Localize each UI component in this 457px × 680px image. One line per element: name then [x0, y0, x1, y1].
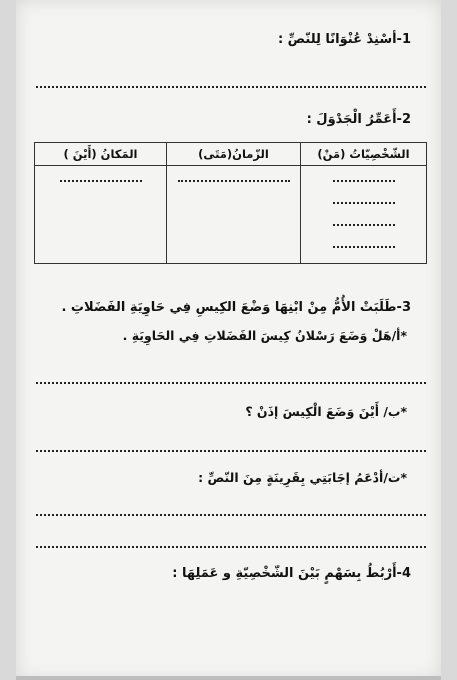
question-3: 3-طَلَبَتْ الأُمُّ مِنْ ابْنِهَا وَضْعَ الكِيسِ فِي حَاوِيَةِ الفَضَلاتِ .: [61, 300, 411, 315]
table-header-characters: الشّخْصِيّاتُ (مَنْ): [301, 143, 427, 166]
question-3-c: *ت/أدْعَمُ إجَابَتِي بِقَرِينَةٍ مِنَ النّصِّ :: [198, 470, 407, 485]
table-cell-time[interactable]: [167, 166, 301, 264]
question-3-b: *ب/ أَيْنَ وَضَعَ الْكِيسَ إذَنْ ؟: [245, 404, 407, 419]
table-cell-characters[interactable]: [301, 166, 427, 264]
answer-line-q3-a[interactable]: [36, 382, 426, 384]
answer-line-q3-c-1[interactable]: [36, 514, 426, 516]
question-3-a: *أ/هَلْ وَضَعَ رَسْلانُ كِيسَ الفَضَلاتِ فِي الحَاوِيَةِ .: [122, 328, 407, 343]
question-2: 2-أَعَمِّرُ الْجَدْوَلَ :: [306, 112, 411, 127]
question-4: 4-أَرْبُطُ بِسَهْمٍ بَيْنَ الشّخْصِيّةِ و عَمَلِهَا :: [172, 566, 411, 581]
table-header-place: المَكانُ (أَيْنَ ): [35, 143, 167, 166]
table-header-time: الزّمانُ(مَتَى): [167, 143, 301, 166]
answer-line-q3-c-2[interactable]: [36, 546, 426, 548]
table-cell-place[interactable]: [35, 166, 167, 264]
answer-line-q3-b[interactable]: [36, 450, 426, 452]
page-bottom-edge: [16, 676, 441, 680]
answer-table: [34, 142, 427, 264]
worksheet-page: [16, 0, 441, 680]
answer-line-q1[interactable]: [36, 86, 426, 88]
question-1: 1-أسْنِدْ عُنْوَانًا لِلنّصِّ :: [277, 32, 411, 47]
